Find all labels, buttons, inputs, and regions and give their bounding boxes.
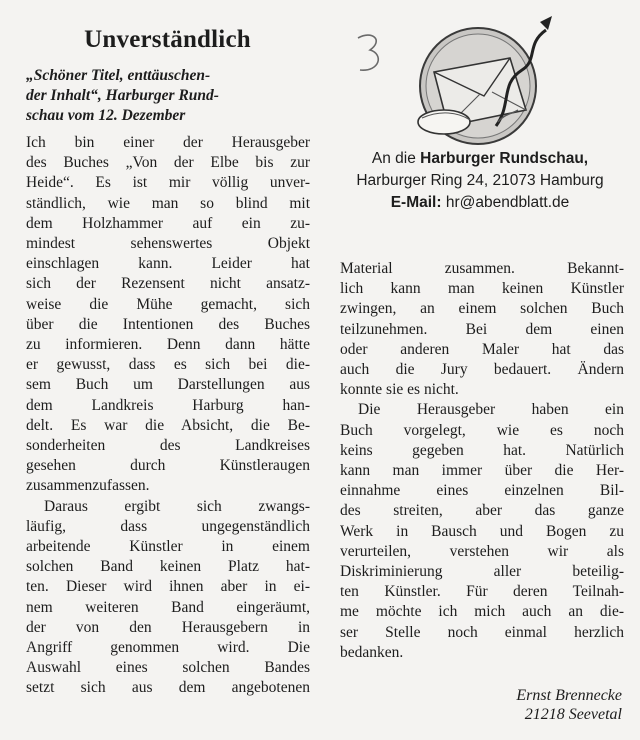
text-line: auch die Jury bedauert. Ändern	[340, 361, 624, 379]
text-line: keins gegeben hat. Natürlich	[340, 441, 624, 459]
text-line: zusammenzufassen.	[26, 477, 150, 495]
text-line: über die Intentionen des Buches	[26, 315, 310, 333]
text-line: delt. Es war die Absicht, die Be-	[26, 416, 310, 434]
text-line: Werk in Bausch und Bogen zu	[340, 522, 624, 540]
text-line: Auswahl eines solchen Bandes	[26, 659, 310, 677]
headline: Unverständlich	[84, 26, 251, 53]
subhead-line: der Inhalt“, Harburger Rund-	[26, 87, 219, 104]
text-line: zu informieren. Denn dann hätte	[26, 336, 310, 354]
author-place: 21218 Seevetal	[524, 706, 622, 723]
address-newspaper: Harburger Rundschau,	[420, 150, 589, 167]
text-line: ten. Dieser wird ihnen aber in ei-	[26, 578, 310, 596]
text-line: Daraus ergibt sich zwangs-	[44, 497, 310, 515]
text-line: ständlich, wie man so blind mit	[26, 194, 310, 212]
text-line: nem weiteren Band eingeräumt,	[26, 598, 310, 616]
left-text-column	[26, 133, 310, 699]
text-line: konnte sie es nicht.	[340, 381, 459, 399]
text-line: des Buches „Von der Elbe bis zur	[26, 154, 310, 172]
subhead-line: „Schöner Titel, enttäuschen-	[26, 67, 211, 84]
text-line: des streiten, aber das ganze	[340, 502, 624, 520]
text-line: der von den Herausgebern in	[26, 618, 310, 636]
text-line: Diskriminierung aller beteilig-	[340, 563, 624, 581]
text-line: Ich bin einer der Herausgeber	[26, 134, 310, 151]
text-line: ten Künstler. Für deren Teilnah-	[340, 583, 624, 601]
text-line: läufig, dass ungegenständlich	[26, 517, 310, 535]
text-line: dem Holzhammer auf ein zu-	[26, 214, 310, 232]
text-line: einnahme eines einzelnen Bil-	[340, 482, 624, 500]
text-line: Buch vorgelegt, wie es noch	[340, 421, 624, 439]
text-line: Die Herausgeber haben ein	[358, 401, 624, 419]
right-text-column	[340, 259, 624, 663]
text-line: einschlagen kann. Leider hat	[26, 255, 310, 273]
text-line: setzt sich aus dem angebotenen	[26, 679, 310, 697]
text-line: sem Buch um Darstellungen aus	[26, 376, 310, 394]
address-line-2: Harburger Ring 24, 21073 Hamburg	[356, 172, 604, 189]
signature	[516, 686, 622, 724]
address-line-3	[330, 192, 630, 214]
text-line: arbeitende Künstler in einem	[26, 538, 310, 556]
handwritten-scribble-icon	[350, 28, 390, 78]
text-line: sonderheiten des Landkreises	[26, 437, 310, 455]
text-line: sich der Rezensent nicht ansatz-	[26, 275, 310, 293]
text-line: gesehen durch Künstleraugen	[26, 457, 310, 475]
text-line: ser Stelle noch einmal herzlich	[340, 623, 624, 641]
subhead-line: schau vom 12. Dezember	[26, 107, 186, 124]
text-line: kann man immer über die Her-	[340, 462, 624, 480]
letter-and-quill-pen-icon	[400, 14, 560, 150]
address-prefix: An die	[371, 150, 421, 167]
text-line: solchen Band keinen Platz hat-	[26, 558, 310, 576]
text-line: teilzunehmen. Bei dem einen	[340, 320, 624, 338]
text-line: lich kann man keinen Künstler	[340, 280, 624, 298]
text-line: verurteilen, verstehen wir als	[340, 542, 624, 560]
text-line: Heide“. Es ist mir völlig unver-	[26, 174, 310, 192]
text-line: bedanken.	[340, 643, 404, 661]
text-line: mindest sehenswertes Objekt	[26, 235, 310, 253]
text-line: Material zusammen. Bekannt-	[340, 260, 624, 277]
text-line: zwingen, an einem solchen Buch	[340, 300, 624, 318]
address-block	[330, 148, 630, 214]
text-line: dem Landkreis Harburg han-	[26, 396, 310, 414]
text-line: Angriff genommen wird. Die	[26, 639, 310, 657]
text-line: weise die Mühe gemacht, sich	[26, 295, 310, 313]
address-line-1	[330, 148, 630, 170]
text-line: me möchte ich mich auch an die-	[340, 603, 624, 621]
author-name: Ernst Brennecke	[516, 687, 622, 704]
text-line: er gewusst, dass es sich bei die-	[26, 356, 310, 374]
email-address: hr@abendblatt.de	[441, 194, 570, 211]
email-label: E-Mail:	[390, 194, 442, 211]
text-line: oder anderen Maler hat das	[340, 340, 624, 358]
subhead	[26, 66, 316, 126]
